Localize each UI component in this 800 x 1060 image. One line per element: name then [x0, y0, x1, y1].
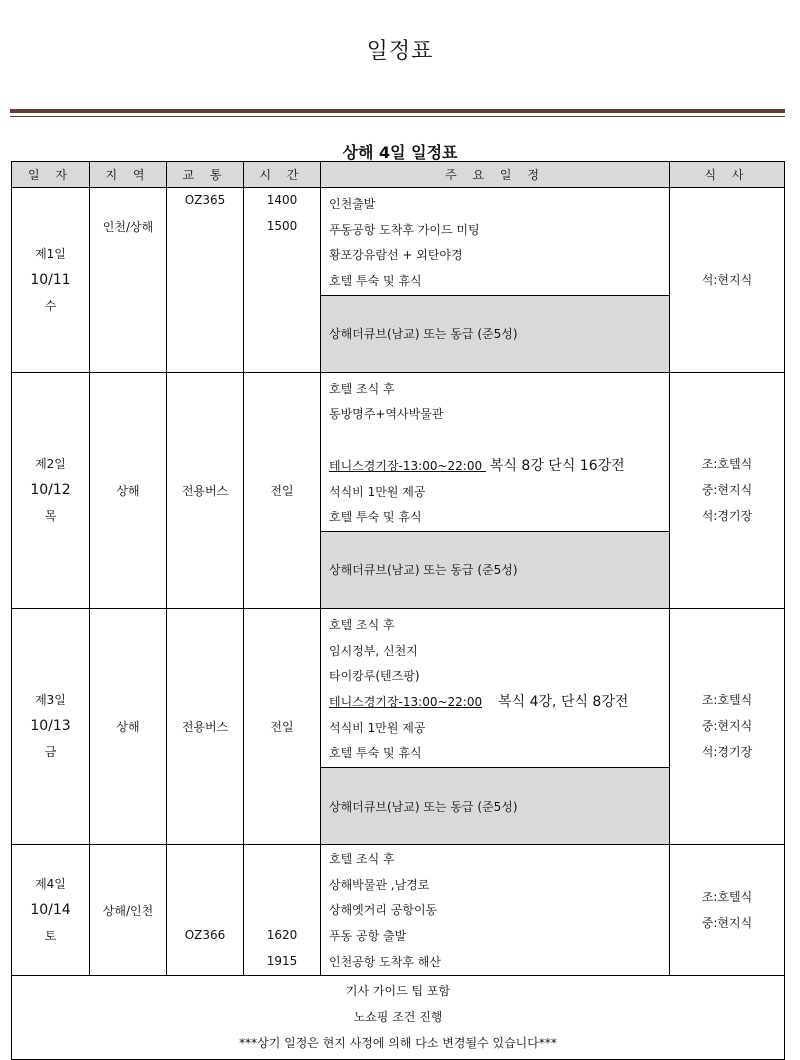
day4-row: [12, 845, 785, 976]
day3-tennis-line: [329, 690, 661, 716]
day4-time-arrive: 1915: [266, 953, 298, 968]
day4-meals-cell: [670, 845, 785, 976]
day1-time-depart: 1400: [266, 193, 298, 207]
day1-weekday: 수: [44, 298, 57, 313]
day4-flight: OZ366: [184, 928, 226, 942]
day4-date-cell: [12, 845, 90, 976]
day1-region: 인천/상해: [102, 220, 154, 234]
day3-row-a: [12, 608, 785, 767]
day4-weekday: 토: [44, 929, 57, 944]
header-date: 일 자: [12, 162, 90, 188]
day3-items: [321, 608, 670, 767]
day3-meals-cell: [670, 608, 785, 844]
day2-item: 호텔 투숙 및 휴식: [329, 510, 422, 525]
header-transport: 교 통: [167, 162, 244, 188]
day3-date: 10/13: [30, 718, 71, 735]
header-rule-thin: [10, 116, 785, 117]
day4-time-cell: [244, 845, 321, 976]
notes-cell: [12, 976, 785, 1059]
day1-hotel: 상해더큐브(남교) 또는 동급 (준5성): [321, 295, 670, 372]
day4-item: 상해옛거리 공항이동: [329, 903, 438, 918]
day4-label: 제4일: [35, 877, 66, 892]
day4-time-depart: 1620: [266, 928, 298, 942]
day3-date-cell: [12, 608, 90, 844]
day2-hotel: 상해더큐브(남교) 또는 동급 (준5성): [321, 531, 670, 608]
day3-hotel: 상해더큐브(남교) 또는 동급 (준5성): [321, 768, 670, 845]
day2-label: 제2일: [35, 457, 66, 472]
day4-item: 인천공항 도착후 해산: [329, 954, 441, 969]
note-line: ***상기 일정은 현지 사정에 의해 다소 변경될수 있습니다***: [239, 1035, 557, 1050]
day3-item: 석식비 1만원 제공: [329, 720, 426, 735]
blank-line: [329, 428, 661, 454]
day3-weekday: 금: [44, 745, 57, 760]
day1-date-cell: [12, 188, 90, 373]
day2-weekday: 목: [44, 509, 57, 524]
day4-item: 호텔 조식 후: [329, 852, 395, 866]
day1-date: 10/11: [30, 271, 71, 288]
day1-label: 제1일: [35, 246, 66, 261]
day3-region: 상해: [90, 608, 167, 844]
header-time: 시 간: [244, 162, 321, 188]
day4-date: 10/14: [30, 902, 71, 919]
day3-meal: 중:현지식: [701, 719, 753, 734]
day3-time: 전일: [244, 608, 321, 844]
day2-meal: 석:경기장: [701, 509, 753, 524]
day2-item: 호텔 조식 후: [329, 381, 395, 396]
day3-tennis: 테니스경기장-13:00~22:00: [329, 694, 483, 709]
day1-item: 호텔 투숙 및 휴식: [329, 274, 422, 289]
day1-flight: OZ365: [184, 193, 226, 207]
day2-meals-cell: [670, 372, 785, 608]
day4-items: [321, 845, 670, 976]
day1-transport-cell: [167, 188, 244, 373]
day3-transport: 전용버스: [167, 608, 244, 844]
day2-row-a: [12, 372, 785, 531]
day3-meal: 조:호텔식: [701, 693, 753, 708]
day4-meal: 중:현지식: [701, 916, 753, 931]
day1-region-cell: [90, 188, 167, 373]
header-row: [12, 162, 785, 188]
day3-item: 호텔 조식 후: [329, 617, 395, 632]
day4-region: 상해/인천: [90, 845, 167, 976]
day1-item: 황포강유람선 + 외탄야경: [329, 248, 463, 263]
day3-item: 타이캉루(텐즈팡): [329, 669, 420, 684]
document-title: 일정표: [366, 39, 434, 64]
day3-meal: 석:경기장: [701, 745, 753, 760]
day2-tennis-extra: 복식 8강 단식 16강전: [489, 457, 625, 474]
notes-row: [12, 976, 785, 1059]
day2-tennis-line: [329, 454, 661, 480]
schedule-table: [11, 161, 785, 1060]
day3-label: 제3일: [35, 693, 66, 708]
note-line: 기사 가이드 팁 포함: [345, 984, 451, 999]
day2-date: 10/12: [30, 482, 71, 499]
day4-item: 푸동 공항 출발: [329, 929, 407, 944]
day1-item: 인천출발: [329, 197, 376, 211]
day4-transport-cell: [167, 845, 244, 976]
header-region: 지 역: [90, 162, 167, 188]
day1-meals-cell: [670, 188, 785, 373]
day4-item: 상해박물관 ,남경로: [329, 877, 430, 892]
day2-date-cell: [12, 372, 90, 608]
day1-meal: 석:현지식: [701, 272, 753, 287]
day2-tennis: 테니스경기장-13:00~22:00: [329, 458, 486, 473]
day2-meal: 중:현지식: [701, 483, 753, 498]
schedule-subtitle: 상해 4일 일정표: [342, 143, 458, 162]
header-schedule: 주 요 일 정: [321, 162, 670, 188]
day2-items: [321, 372, 670, 531]
day2-time: 전일: [244, 372, 321, 608]
day4-meal: 조:호텔식: [701, 890, 753, 905]
day3-item: 임시정부, 신천지: [329, 643, 418, 658]
day1-item: 푸동공항 도착후 가이드 미팅: [329, 222, 480, 237]
day2-region: 상해: [90, 372, 167, 608]
day2-transport: 전용버스: [167, 372, 244, 608]
day2-item: 동방명주+역사박물관: [329, 407, 444, 422]
day1-items: [321, 188, 670, 296]
day1-time-arrive: 1500: [266, 218, 298, 233]
day3-tennis-extra: 복식 4강, 단식 8강전: [498, 693, 629, 710]
day2-item: 석식비 1만원 제공: [329, 484, 426, 499]
header-rule-thick: [10, 109, 785, 113]
day2-meal: 조:호텔식: [701, 457, 753, 472]
header-meals: 식 사: [670, 162, 785, 188]
day1-row-a: [12, 188, 785, 296]
day1-time-cell: [244, 188, 321, 373]
day3-item: 호텔 투숙 및 휴식: [329, 746, 422, 761]
note-line: 노쇼핑 조건 진행: [353, 1010, 443, 1025]
